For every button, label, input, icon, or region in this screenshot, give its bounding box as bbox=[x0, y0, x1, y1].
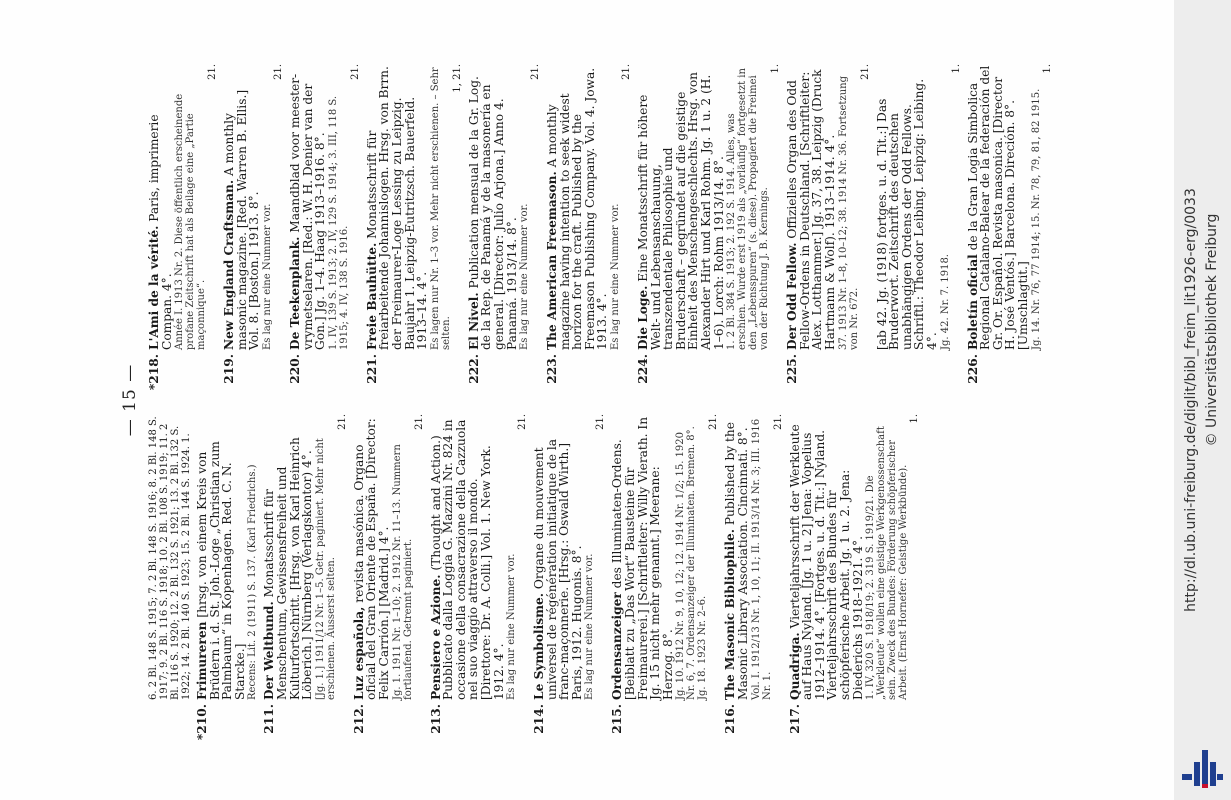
entry-title: Der Weltbund. bbox=[262, 601, 277, 700]
entry-description: de la Gran Logia Simbolica Regional Catalano-Balear de la federación del Gr. Or. Español. Revista masonica. [Director H. José Ventós.] Barcelona. Direción. 8°. [Umschlagtit.] bbox=[965, 65, 1030, 350]
entry-description: Maandblad voor meester-vrymetselaren. [Red.: W. H. Denier van der Gon.] Jg. 1–4. Haag 1913–1916. 8°. bbox=[287, 73, 328, 350]
entry-description: A monthly magazine having intention to seek widest horizon for the craft. Published by the Freemason Publishing Company. Vol. 4. Jowa. 1913. 4°. bbox=[545, 67, 610, 350]
entry-number: 213. bbox=[428, 704, 443, 734]
entry-title: Der Odd Fellow. bbox=[785, 242, 800, 350]
bibliography-entry bbox=[637, 64, 781, 394]
entry-number: 217. bbox=[787, 704, 802, 734]
entry-number: 226. bbox=[965, 354, 980, 384]
page-number: — 15 — bbox=[120, 363, 140, 437]
entry-note: Jg. 14. Nr. 76, 77 1914; 15. Nr. 78, 79, 81, 82 1915. bbox=[1030, 88, 1042, 350]
library-codes: 21. bbox=[413, 414, 425, 430]
bibliography-entry bbox=[263, 414, 347, 744]
entry-number: 216. bbox=[723, 704, 738, 734]
bibliography-entry bbox=[724, 414, 783, 744]
bibliography-entry bbox=[786, 64, 870, 394]
entry-description: Published by the Masonic Library Association. Cincinnati. 8°. bbox=[723, 422, 751, 700]
bibliography-entry bbox=[967, 64, 1053, 394]
entry-description: Vierteljahrsschrift der Werkleute auf Haus Nyland. [Jg. 1 u. 2] Jena: Vopelius 1912–1914. 4°. [Fortges. u. d. Tit.:] Nyland. Vierteljahrsschrift des Bundes für schöpferische Arbeit. Jg. 1 u. 2. Jena: Diederichs 1918–1921. 4°. bbox=[787, 424, 865, 700]
library-codes: 1. bbox=[909, 414, 921, 424]
entry-number: *218. bbox=[147, 354, 161, 391]
entry-note: Vol. I. 1912/13 Nr. 1, 10, 11; II. 1913/14 Nr. 3; III. 1916 Nr. 1. bbox=[750, 418, 773, 700]
entry-number: 211. bbox=[262, 704, 277, 734]
entry-title: The Masonic Bibliophile. bbox=[723, 529, 738, 700]
continuation-text: 6. 2 Bl. 148 S. 1915; 7. 2 Bl. 148 S. 1916; 8. 2 Bl. 148 S. 1917; 9. 2 Bl. 116 S. 1918; 10. 2 Bl. 108 S. 1919; 11. 2 Bl. 116 S. 1920; 12. 2 Bl. 132 S. 1921; 13. 2 Bl. 132 S. 1922; 14. 2 Bl. 140 S. 1923; 15. 2 Bl. 144 S. 1924. 1. bbox=[148, 416, 192, 700]
entry-title: Ordensanzeiger bbox=[610, 592, 625, 700]
entry-note: Es lag nur eine Nummer vor. bbox=[584, 553, 596, 700]
entry-title: Pensiero e Azione. bbox=[428, 574, 443, 700]
library-codes: 1. bbox=[770, 64, 782, 74]
entry-description: des Illuminaten-Ordens. [Beiblatt zu „Das Wort“ Bausteine für Freimaurerei.] [Schriftleiter: Willy Vierath. In Jg. 15 nicht mehr genannt.] Meerane: Herzog. 8°. bbox=[610, 416, 675, 700]
entry-number: 215. bbox=[610, 704, 625, 734]
entry-note: Année I. 1913 Nr. 2. Diese öffentlich erscheinende profane Zeitschrift hat als Beilage eine „Partie maçonnique“. bbox=[174, 93, 208, 350]
entry-note: Recens: Lit. 2 (1911) S. 137. (Karl Friedrichs.) bbox=[247, 464, 259, 700]
bibliography-entry bbox=[546, 64, 632, 394]
entry-note: [Jg. 1.] 1911/12 Nr. 1–5. Getr. paginiert. Mehr nicht erschienen. Äusserst selten. bbox=[314, 438, 337, 700]
entry-number: 212. bbox=[351, 704, 366, 734]
library-codes: 21. bbox=[272, 64, 284, 80]
entry-title: El Nivel. bbox=[466, 292, 481, 350]
copyright-notice: © Universitätsbibliothek Freiburg bbox=[1204, 213, 1220, 447]
entry-number: 219. bbox=[222, 354, 237, 384]
bibliography-entry bbox=[789, 414, 921, 744]
entry-description: [hrsg. von einem Kreis von Brüdern i. d. St. Joh.-Loge „Christian zum Palmbaum“ in Kopenhagen. Red. C. N. Starcke.] bbox=[195, 441, 247, 700]
entry-note: Es lag nur eine Nummer vor. bbox=[261, 203, 273, 350]
bibliography-entry bbox=[430, 414, 529, 744]
bibliography-entry bbox=[533, 414, 606, 744]
entry-description: [ab 42. Jg. (1918) fortges. u. d. Tit.:] Das Bruderwort. Zeitschrift des deutschen unabhängigen Ordens der Odd Fellows. Schriftl.: Theodor Leibing. Leipzig: Leibing. 4°. bbox=[874, 78, 939, 350]
entry-note: Es lagen nur Nr. 1–3 vor. Mehr nicht erschienen. – Sehr selten. bbox=[429, 67, 452, 350]
entry-description: Organe du mouvement universel de régénération initiatique de la franc-maçonnerie. [Hrsg.: Oswald Wirth.] Paris, 1912. Hugonis. 8°. bbox=[532, 438, 584, 700]
bibliography-entry bbox=[876, 64, 962, 394]
entry-description: Monatsschrift für Menschentum, Gewissensfreiheit und Kulturfortschritt. [Hrsg. von Karl Heinrich Löberich.] Nürnberg (Verlagskontor) 4°. bbox=[262, 437, 315, 700]
entry-description: A monthly masonic magazine. [Red. Warren B. Ellis.] Vol. 8. [Boston.] 1913. 8°. bbox=[222, 89, 262, 350]
entry-note: Es lag nur eine Nummer vor. bbox=[610, 203, 622, 350]
source-url[interactable]: http://dl.ub.uni-freiburg.de/diglit/bibl_freim_lit1926-erg/0033 bbox=[1183, 188, 1199, 612]
entry-description: Paris, imprimerie Compan. 4°. bbox=[147, 114, 174, 350]
entry-note: 1. 2 Bl. 384 S. 1913; 2. 192 S. 1914. Alles, was erschien. Wurde erst 1919 als „vorläufig“ fortgesetzt in den „Lebensspuren“ (s. diese). Propagiert die Freimei von der Richtung J. B. Kernings. bbox=[726, 68, 771, 350]
library-codes: 21. bbox=[621, 64, 633, 80]
library-codes: 21. bbox=[349, 64, 361, 80]
entry-number: 214. bbox=[532, 704, 547, 734]
entry-note: Es lag nur eine Nummer vor. bbox=[506, 553, 518, 700]
library-codes: 21. bbox=[595, 414, 607, 430]
entry-number: 225. bbox=[785, 354, 800, 384]
entry-title: Die Loge. bbox=[636, 285, 651, 350]
left-column bbox=[148, 414, 925, 744]
entry-title: The American Freemason. bbox=[545, 171, 560, 350]
bibliography-entry bbox=[353, 414, 425, 744]
library-codes: 1. bbox=[950, 64, 962, 74]
entry-number: 222. bbox=[466, 354, 481, 384]
entry-number: *210. bbox=[195, 704, 209, 741]
library-codes: 1, 21. bbox=[451, 64, 463, 93]
entry-description: Offizielles Organ des Odd Fellow-Ordens in Deutschland. [Schriftleiter: Alex. Lotthammer.] Jg. 37, 38. Leipzig (Druck Hartmann & Wolf). 1913–1914. 4°. bbox=[785, 69, 837, 350]
entry-title: Luz española, bbox=[351, 606, 366, 700]
entry-description: Eine Monatsschrift für höhere Welt- und Lebensanschauung, transzendentale Philosophie und Bruderschaft – gegründet auf die geistige Einheit des Menschengeschlechts. Hrsg. von Alexander Hirt und Karl Rohm. Jg. 1 u. 2 (H. 1–6). Lorch: Rohm 1913/14. 8°. bbox=[636, 71, 726, 350]
library-codes: 21. bbox=[530, 64, 542, 80]
bibliography-entry bbox=[611, 414, 719, 744]
ub-freiburg-logo-icon bbox=[1180, 744, 1224, 788]
entry-number: 221. bbox=[364, 354, 379, 384]
entry-number: 220. bbox=[287, 354, 302, 384]
bibliography-entry bbox=[366, 64, 463, 394]
entry-title: Freie Bauhütte. bbox=[364, 242, 379, 350]
library-codes: 21. bbox=[336, 414, 348, 430]
entry-title: L'Ami de la vérité. bbox=[147, 225, 161, 350]
right-column bbox=[148, 64, 1058, 394]
entry-title: Frimureren bbox=[195, 621, 209, 700]
library-codes: 21. bbox=[772, 414, 784, 430]
library-codes: 21. bbox=[708, 414, 720, 430]
library-codes: 1. bbox=[1041, 64, 1053, 74]
bibliography-entry bbox=[289, 64, 361, 394]
entry-title: Quadriga. bbox=[787, 632, 802, 700]
entry-description: Monatsschrift für freiarbeitende Johannislogen. Hrsg. von Brrn. der Freimaurer-Loge Lessing zu Leipzig. Baujahr 1. Leipzig-Eutritzsch. Bauerfeld. 1913–14. 4°. bbox=[364, 66, 430, 350]
entry-number: 223. bbox=[545, 354, 560, 384]
entry-note: Jg. 1. 1911 Nr. 1–10; 2. 1912 Nr. 11–13. Nummern fortlaufend. Getrennt paginiert. bbox=[391, 444, 414, 700]
entry-title: De Teekenplank. bbox=[287, 236, 302, 350]
entry-note: Es lag nur eine Nummer vor. bbox=[519, 203, 531, 350]
entry-note: 37. 1913 Nr. 1–8, 10–12; 38. 1914 Nr. 36. Fortsetzung von Nr. 672. bbox=[837, 76, 860, 350]
entry-note: Jg. 42. Nr. 7. 1918. bbox=[939, 254, 951, 350]
entry-number: 224. bbox=[636, 354, 651, 384]
entry-description: revista masónica. Organo oficial del Gran Oriente de España. [Director: Felix Carrión.] [Madrid.] 4°. bbox=[351, 418, 391, 700]
library-codes: 21. bbox=[207, 64, 219, 80]
entry-description: (Thought and Action.) Pubblicato dalla Loggia G. Mazzini Nr. 824 in occasione della consacrazione della Cazzuola nel suo viaggio attraverso il mondo. [Direttore: Dr. A. Colli.] Vol. 1. New York. 1912. 4°. bbox=[428, 419, 506, 700]
bibliography-entry bbox=[223, 64, 284, 394]
bibliography-entry bbox=[196, 414, 258, 744]
entry-note: 1. IV, 139 S. 1913; 2. IV, 129 S. 1914; 3. III, 118 S. 1915; 4. IV, 138 S. 1916. bbox=[327, 95, 350, 350]
bibliography-entry bbox=[468, 64, 541, 394]
entry-title: New England Craftsman. bbox=[222, 179, 237, 350]
entry-title: Boletín oficial bbox=[965, 254, 980, 350]
library-codes: 21. bbox=[517, 414, 529, 430]
library-codes: 21. bbox=[859, 64, 871, 80]
entry-note: Jg. 10. 1912 Nr. 9, 10, 12; 12. 1914 Nr. 1/2; 15. 1920 Nr. 6, 7. Ordensanzeiger der Illuminaten. Bremen. 8°. Jg. 18. 1923 Nr. 2–6. bbox=[675, 426, 709, 700]
entry-note: 1. IV, 320 S. 1918/19; 2. 319 S. 1919/21. Die „Werkleute“ wollen eine geistige Werkgenossenschaft sein. Zweck des Bundes: Förderung schöpferischer Arbeit. (Ernst Hornefer: Geistige Werkbünde). bbox=[865, 426, 910, 700]
entry-title: Le Symbolisme. bbox=[532, 592, 547, 700]
bibliography-entry bbox=[148, 64, 218, 394]
entry-description: Publication mensual de la Gr. Log. de la Rep. de Panamá y de la masonería en general. [Director: Julio Arjona.] Anno 4. Panamá. 1913/14. 8°. bbox=[466, 76, 519, 350]
